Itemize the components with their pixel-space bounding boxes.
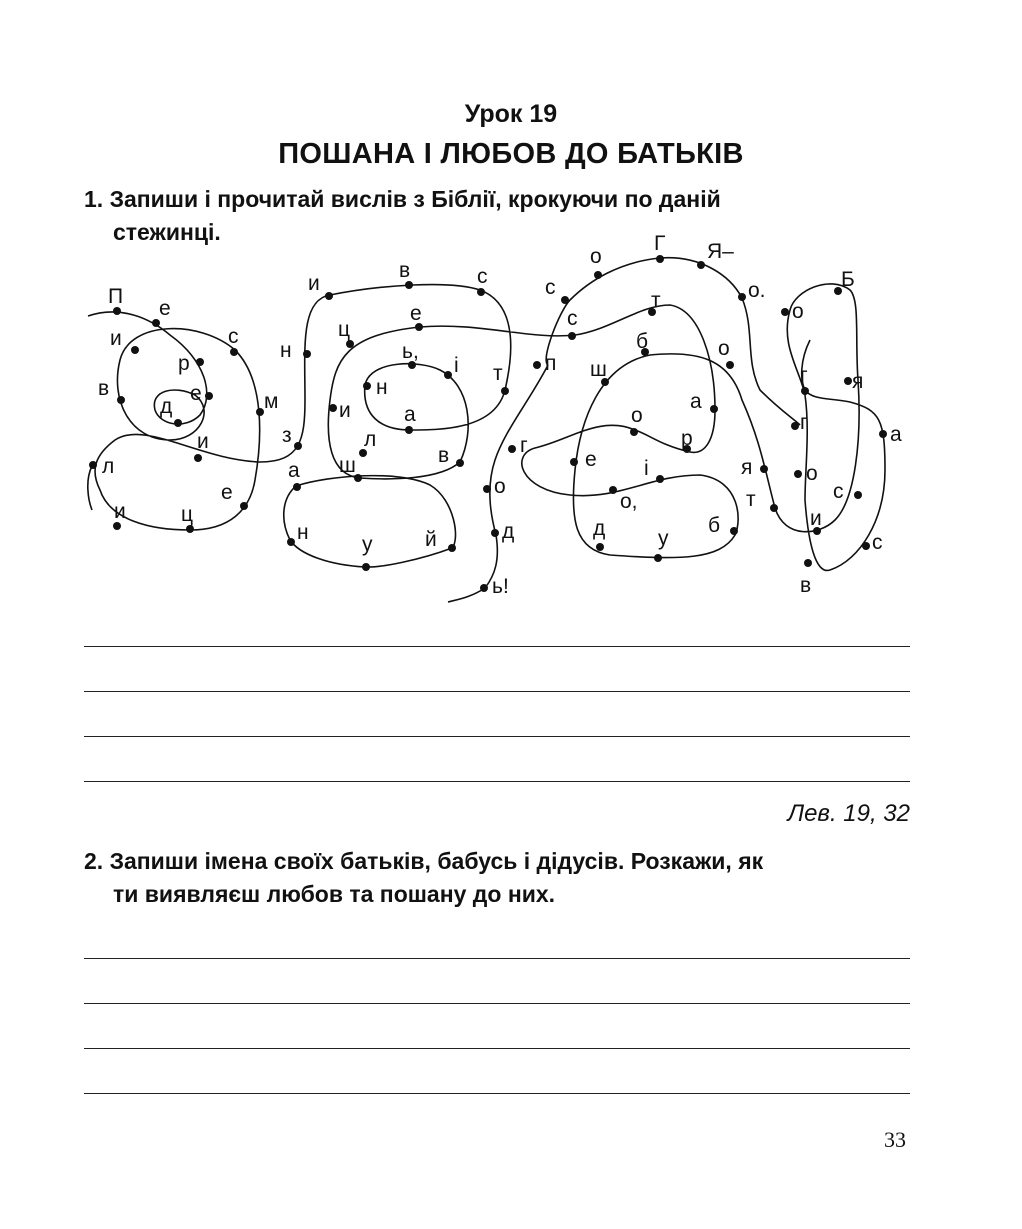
dot bbox=[293, 483, 301, 491]
maze-letter: м bbox=[264, 390, 279, 413]
maze-letter: в bbox=[98, 377, 110, 400]
maze-letter: н bbox=[297, 521, 309, 544]
dot bbox=[405, 281, 413, 289]
writing-line[interactable] bbox=[84, 958, 910, 959]
dot bbox=[533, 361, 541, 369]
maze-letter: е bbox=[190, 382, 202, 405]
maze-letter: о bbox=[792, 300, 804, 323]
maze-letter: й bbox=[425, 528, 437, 551]
task-2-instruction bbox=[84, 845, 910, 911]
dot bbox=[794, 470, 802, 478]
dot bbox=[862, 542, 870, 550]
maze-letter: л bbox=[102, 455, 115, 478]
writing-line[interactable] bbox=[84, 1093, 910, 1094]
dot bbox=[854, 491, 862, 499]
maze-dots bbox=[89, 255, 887, 592]
dot bbox=[477, 288, 485, 296]
dot bbox=[480, 584, 488, 592]
maze-letter: П bbox=[108, 285, 124, 308]
maze-letter: а bbox=[890, 423, 902, 446]
dot bbox=[205, 392, 213, 400]
maze-letter: о bbox=[806, 462, 818, 485]
dot bbox=[508, 445, 516, 453]
dot bbox=[491, 529, 499, 537]
maze-letter: и bbox=[810, 507, 822, 530]
maze-letter: у bbox=[658, 527, 669, 550]
dot bbox=[596, 543, 604, 551]
maze-path-1 bbox=[88, 284, 885, 571]
maze-letter: е bbox=[410, 302, 422, 325]
maze-letter: о bbox=[590, 245, 602, 268]
dot bbox=[656, 475, 664, 483]
dot bbox=[738, 293, 746, 301]
dot bbox=[113, 307, 121, 315]
maze-letter: л bbox=[364, 428, 377, 451]
maze-letter: т bbox=[651, 289, 661, 312]
dot bbox=[844, 377, 852, 385]
dot bbox=[89, 461, 97, 469]
dot bbox=[568, 332, 576, 340]
dot bbox=[730, 527, 738, 535]
dot bbox=[570, 458, 578, 466]
dot bbox=[362, 563, 370, 571]
maze-letter: ц bbox=[181, 503, 194, 526]
maze-path-5 bbox=[88, 466, 92, 510]
dot bbox=[697, 261, 705, 269]
maze-letter: б bbox=[636, 330, 649, 353]
maze-letter: и bbox=[114, 500, 126, 523]
lesson-number: Урок 19 bbox=[464, 100, 558, 128]
dot bbox=[230, 348, 238, 356]
dot bbox=[456, 459, 464, 467]
maze-letter: ш bbox=[590, 358, 607, 381]
dot bbox=[303, 350, 311, 358]
maze-letter: д bbox=[160, 395, 173, 418]
writing-line[interactable] bbox=[84, 1048, 910, 1049]
dot bbox=[329, 404, 337, 412]
maze-letter: п bbox=[545, 352, 557, 375]
maze-letter: е bbox=[585, 448, 597, 471]
maze-letter: а bbox=[404, 403, 416, 426]
dot bbox=[363, 382, 371, 390]
maze-letter: я bbox=[741, 456, 753, 479]
maze-letter: и bbox=[339, 399, 351, 422]
bible-reference: Лев. 19, 32 bbox=[787, 800, 910, 827]
dot bbox=[174, 419, 182, 427]
maze-letter: о bbox=[718, 337, 730, 360]
dot bbox=[346, 340, 354, 348]
maze-letter: о bbox=[631, 404, 643, 427]
page-number: 33 bbox=[884, 1127, 906, 1152]
dot bbox=[656, 255, 664, 263]
dot bbox=[654, 554, 662, 562]
dot bbox=[726, 361, 734, 369]
dot bbox=[781, 308, 789, 316]
maze-letter: с bbox=[872, 531, 883, 554]
maze-letter: с bbox=[477, 265, 488, 288]
maze-letter: и bbox=[308, 272, 320, 295]
dot bbox=[760, 465, 768, 473]
maze-letter: а bbox=[288, 459, 300, 482]
dot bbox=[186, 525, 194, 533]
maze-letter: Б bbox=[841, 268, 855, 291]
dot bbox=[448, 544, 456, 552]
maze-letter: і bbox=[644, 457, 649, 480]
dot bbox=[117, 396, 125, 404]
maze-letter: г bbox=[520, 434, 528, 457]
dot bbox=[194, 454, 202, 462]
maze-letter: с bbox=[545, 276, 556, 299]
dot bbox=[791, 422, 799, 430]
writing-line[interactable] bbox=[84, 781, 910, 782]
maze-letter: н bbox=[376, 376, 388, 399]
task-2-text-line2: ти виявляєш любов та пошану до них. bbox=[113, 881, 556, 907]
maze-letter: ш bbox=[339, 454, 356, 477]
maze-letter: е bbox=[159, 297, 171, 320]
task-1-text-line2: стежинці. bbox=[113, 219, 221, 245]
dot bbox=[325, 292, 333, 300]
maze-letter: в bbox=[800, 574, 812, 597]
maze-letter: е bbox=[221, 481, 233, 504]
maze-letters bbox=[98, 232, 902, 598]
maze-letter: і bbox=[454, 354, 459, 377]
maze-letter: д bbox=[593, 517, 606, 540]
task-2-number: 2. bbox=[84, 848, 104, 874]
writing-line[interactable] bbox=[84, 736, 910, 737]
maze-letter: с bbox=[833, 480, 844, 503]
task-1-text-line1: Запиши і прочитай вислів з Біблії, крокуючи по даній bbox=[109, 186, 721, 212]
maze-letter: р bbox=[681, 427, 693, 450]
writing-line[interactable] bbox=[84, 646, 910, 647]
dot bbox=[152, 319, 160, 327]
maze-letter: с bbox=[228, 325, 239, 348]
maze-letter: в bbox=[399, 259, 411, 282]
page-title: ПОШАНА І ЛЮБОВ ДО БАТЬКІВ bbox=[278, 138, 744, 170]
maze-letter: г bbox=[800, 364, 808, 387]
maze-letter: и bbox=[197, 430, 209, 453]
maze-letter: у bbox=[362, 533, 373, 556]
dot bbox=[131, 346, 139, 354]
maze-letter: з bbox=[282, 424, 292, 447]
dot bbox=[804, 559, 812, 567]
maze-letter: о bbox=[494, 475, 506, 498]
dot bbox=[609, 486, 617, 494]
task-2-text-line1: Запиши імена своїх батьків, бабусь і дідусів. Розкажи, як bbox=[109, 848, 764, 874]
maze-letter: д bbox=[502, 520, 515, 543]
dot bbox=[879, 430, 887, 438]
maze-letter: ь, bbox=[402, 340, 419, 363]
maze-letter: б bbox=[708, 514, 721, 537]
maze-letter: н bbox=[280, 339, 292, 362]
dot bbox=[561, 296, 569, 304]
maze-letter: ь! bbox=[492, 575, 509, 598]
dot bbox=[240, 502, 248, 510]
dot bbox=[801, 387, 809, 395]
dot bbox=[501, 387, 509, 395]
maze-letter: Г bbox=[654, 232, 666, 255]
maze-letter: с bbox=[567, 307, 578, 330]
maze-letter: и bbox=[110, 327, 122, 350]
dot bbox=[287, 538, 295, 546]
maze-letter: в bbox=[438, 444, 450, 467]
writing-line[interactable] bbox=[84, 1003, 910, 1004]
dot bbox=[405, 426, 413, 434]
dot bbox=[483, 485, 491, 493]
dot bbox=[770, 504, 778, 512]
dot bbox=[113, 522, 121, 530]
dot bbox=[594, 271, 602, 279]
dot bbox=[294, 442, 302, 450]
dot bbox=[630, 428, 638, 436]
maze-letter: т bbox=[746, 488, 756, 511]
maze-letter: я bbox=[852, 370, 864, 393]
dot bbox=[710, 405, 718, 413]
maze-letter: г bbox=[800, 411, 808, 434]
maze-letter: т bbox=[493, 362, 503, 385]
maze-letter: Я– bbox=[707, 240, 734, 263]
maze-letter: р bbox=[178, 352, 190, 375]
maze-letter: о, bbox=[620, 490, 638, 513]
dot bbox=[256, 408, 264, 416]
maze-letter: ц bbox=[338, 318, 351, 341]
task-1-number: 1. bbox=[84, 186, 104, 212]
writing-line[interactable] bbox=[84, 691, 910, 692]
maze-letter: а bbox=[690, 390, 702, 413]
maze-letter: о. bbox=[748, 279, 766, 302]
dot bbox=[196, 358, 204, 366]
dot bbox=[444, 371, 452, 379]
